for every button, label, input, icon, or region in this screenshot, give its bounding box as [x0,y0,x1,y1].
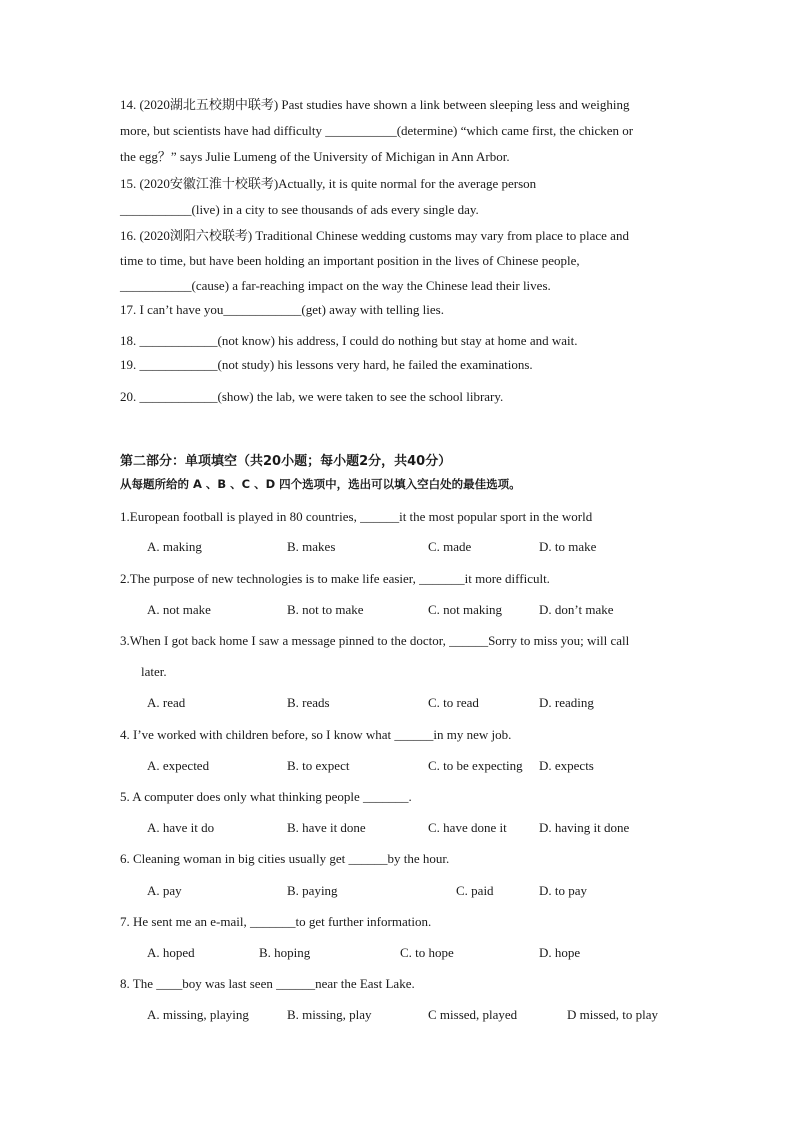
q3-stem: 3.When I got back home I saw a message pinned to the doctor, ______Sorry to miss you; will call [120,633,630,648]
q5-option-a: A. have it do [147,820,215,835]
q16-line-1: 16. (2020浏阳六校联考) Traditional Chinese wedding customs may vary from place to place and [120,228,629,243]
q2-option-b: B. not to make [287,602,364,617]
q19-line: 19. ____________(not study) his lessons very hard, he failed the examinations. [120,357,533,372]
q1-option-c: C. made [428,539,472,554]
q8-stem: 8. The ____boy was last seen ______near the East Lake. [120,976,415,991]
q16-line-3: ___________(cause) a far-reaching impact on the way the Chinese lead their lives. [120,278,551,293]
q3-stem-continued: later. [141,664,167,679]
section2-title: 第二部分：单项填空（共20小题；每小题2分，共40分） [120,454,452,469]
q8-option-d: D missed, to play [567,1007,658,1022]
q4-option-a: A. expected [147,758,210,773]
q2-option-c: C. not making [428,602,503,617]
q7-option-d: D. hope [539,945,581,960]
q5-option-b: B. have it done [287,820,366,835]
q8-option-c: C missed, played [428,1007,518,1022]
q8-option-a: A. missing, playing [147,1007,249,1022]
q2-option-a: A. not make [147,602,211,617]
q7-stem: 7. He sent me an e-mail, _______to get further information. [120,914,432,929]
q5-option-c: C. have done it [428,820,507,835]
q6-stem: 6. Cleaning woman in big cities usually get ______by the hour. [120,851,450,866]
q5-option-d: D. having it done [539,820,630,835]
q14-line-1: 14. (2020湖北五校期中联考) Past studies have shown a link between sleeping less and weighing [120,97,630,112]
q6-option-c: C. paid [456,883,494,898]
q3-option-c: C. to read [428,695,479,710]
q2-stem: 2.The purpose of new technologies is to make life easier, _______it more difficult. [120,571,550,586]
q6-option-d: D. to pay [539,883,588,898]
q16-line-2: time to time, but have been holding an important position in the lives of Chinese people, [120,253,580,268]
q3-option-d: D. reading [539,695,594,710]
q17-line: 17. I can’t have you____________(get) away with telling lies. [120,302,444,317]
q18-line: 18. ____________(not know) his address, I could do nothing but stay at home and wait. [120,333,578,348]
q7-option-a: A. hoped [147,945,195,960]
q3-option-a: A. read [147,695,186,710]
q6-option-b: B. paying [287,883,338,898]
section2-instruction: 从每题所给的 A 、B 、C 、D 四个选项中，选出可以填入空白处的最佳选项。 [120,477,521,491]
q1-stem: 1.European football is played in 80 countries, ______it the most popular sport in the world [120,509,593,524]
q1-option-a: A. making [147,539,202,554]
q4-option-d: D. expects [539,758,594,773]
q3-option-b: B. reads [287,695,330,710]
q14-line-3: the egg？” says Julie Lumeng of the University of Michigan in Ann Arbor. [120,149,510,164]
q4-option-b: B. to expect [287,758,350,773]
q7-option-b: B. hoping [259,945,311,960]
q20-line: 20. ____________(show) the lab, we were taken to see the school library. [120,389,504,404]
q5-stem: 5. A computer does only what thinking people _______. [120,789,412,804]
q1-option-b: B. makes [287,539,336,554]
q8-option-b: B. missing, play [287,1007,372,1022]
q2-option-d: D. don’t make [539,602,614,617]
q15-line-1: 15. (2020安徽江淮十校联考)Actually, it is quite normal for the average person [120,176,537,191]
q14-line-2: more, but scientists have had difficulty ___________(determine) “which came first, the chicken or [120,123,634,138]
q1-option-d: D. to make [539,539,597,554]
q4-option-c: C. to be expecting [428,758,523,773]
q4-stem: 4. I’ve worked with children before, so I know what ______in my new job. [120,727,512,742]
q7-option-c: C. to hope [400,945,454,960]
q6-option-a: A. pay [147,883,182,898]
q15-line-2: ___________(live) in a city to see thousands of ads every single day. [120,202,479,217]
